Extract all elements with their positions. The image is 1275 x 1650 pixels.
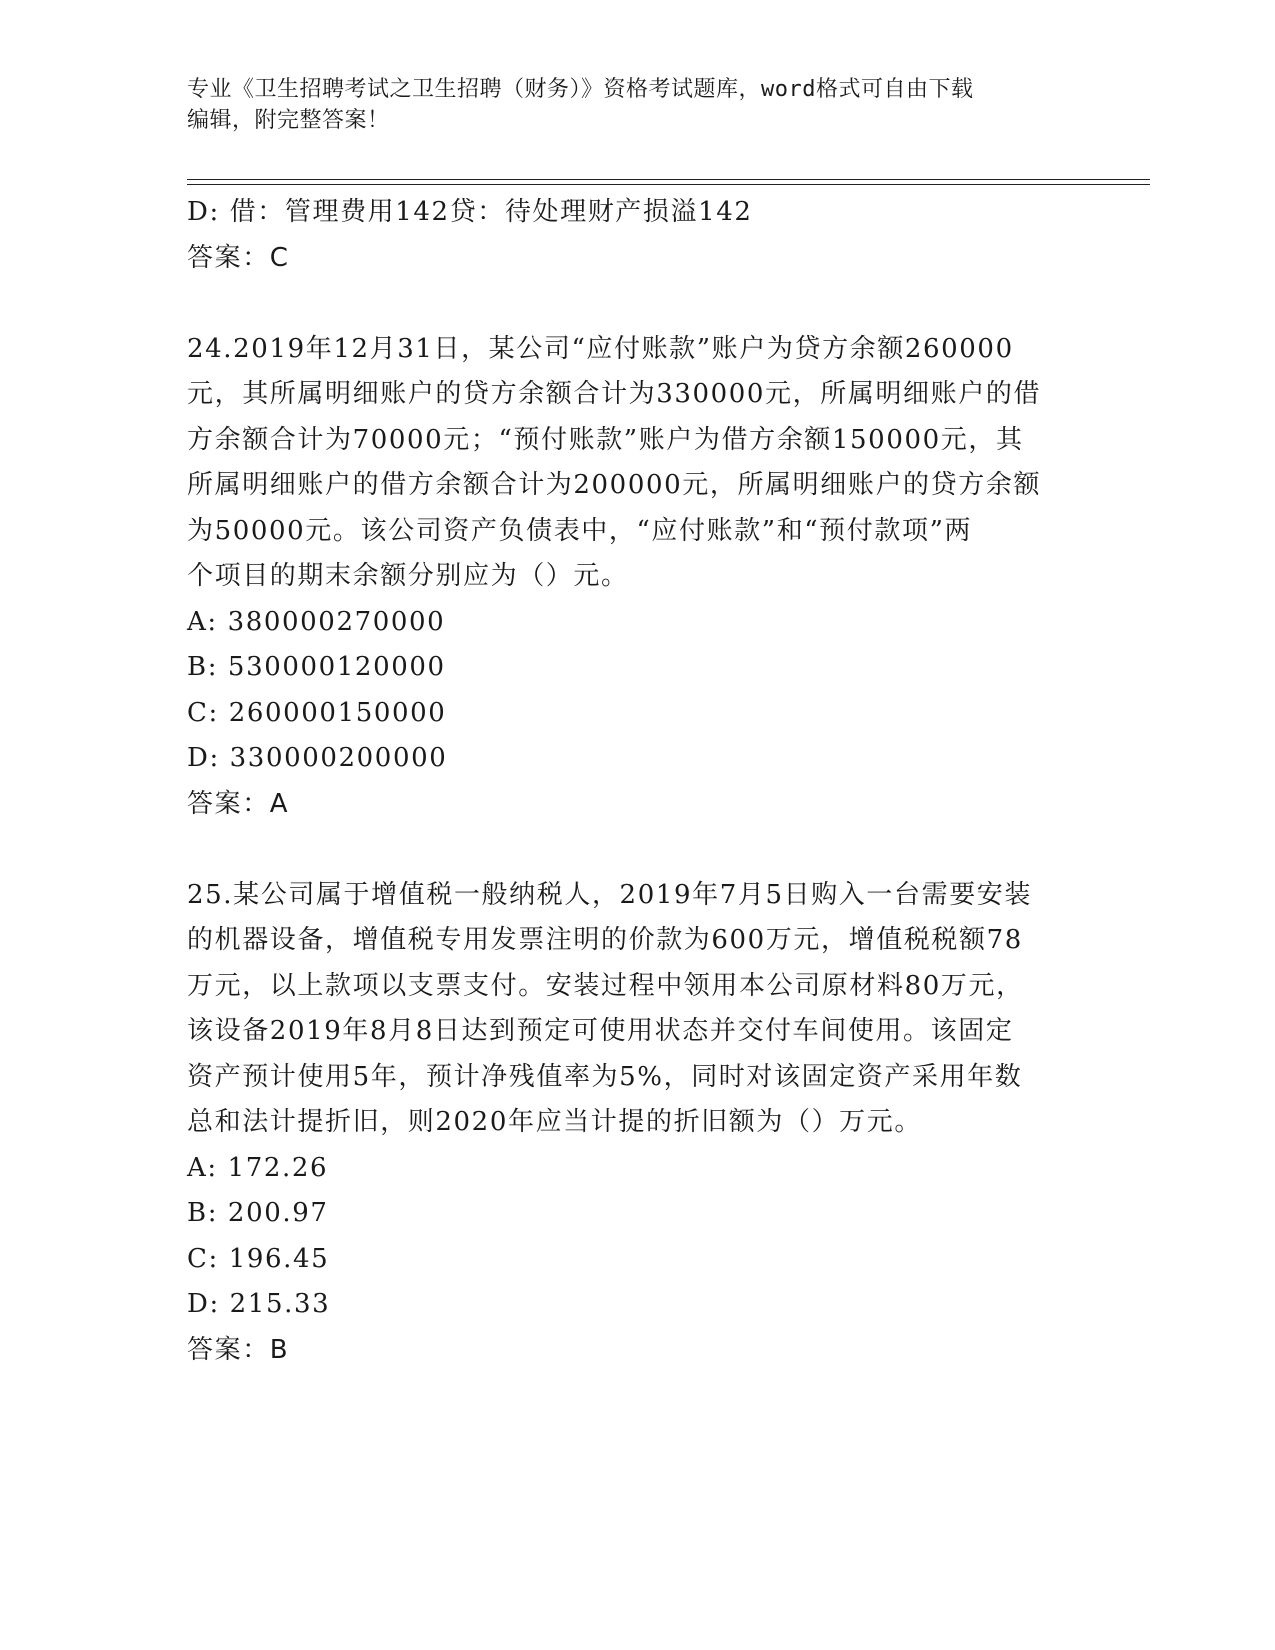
question-25-line: 总和法计提折旧，则2020年应当计提的折旧额为（）万元。 bbox=[187, 1107, 922, 1137]
question-25-line: 该设备2019年8月8日达到预定可使用状态并交付车间使用。该固定 bbox=[187, 1016, 1014, 1046]
spacer bbox=[187, 827, 1087, 873]
question-24-line: 所属明细账户的借方余额合计为200000元，所属明细账户的贷方余额 bbox=[187, 470, 1042, 500]
question-24-option-b: B: 530000120000 bbox=[187, 652, 446, 682]
header-rule-bottom bbox=[187, 184, 1150, 185]
question-24-option-a: A: 380000270000 bbox=[187, 606, 446, 637]
header-line-2: 编辑，附完整答案！ bbox=[187, 108, 390, 133]
question-24-line: 24.2019年12月31日，某公司“应付账款”账户为贷方余额260000 bbox=[187, 333, 1014, 364]
question-24 bbox=[187, 327, 1087, 828]
question-25-option-b: B: 200.97 bbox=[187, 1198, 329, 1228]
question-25-option-c: C: 196.45 bbox=[187, 1243, 330, 1274]
prev-answer: 答案：C bbox=[187, 242, 290, 273]
question-24-line: 个项目的期末余额分别应为（）元。 bbox=[187, 561, 629, 591]
spacer bbox=[187, 281, 1087, 327]
question-24-option-c: C: 260000150000 bbox=[187, 697, 447, 728]
question-25-option-a: A: 172.26 bbox=[187, 1152, 329, 1183]
header-line-1: 专业《卫生招聘考试之卫生招聘（财务）》资格考试题库，word格式可自由下载 bbox=[187, 77, 974, 102]
question-24-line: 元，其所属明细账户的贷方余额合计为330000元，所属明细账户的借 bbox=[187, 379, 1042, 409]
question-25-answer: 答案：B bbox=[187, 1334, 290, 1365]
question-24-line: 为50000元。该公司资产负债表中，“应付账款”和“预付款项”两 bbox=[187, 515, 973, 546]
prev-option-d: D: 借：管理费用142贷：待处理财产损溢142 bbox=[187, 197, 753, 227]
question-25-line: 的机器设备，增值税专用发票注明的价款为600万元，增值税税额78 bbox=[187, 925, 1023, 955]
question-25-line: 25.某公司属于增值税一般纳税人，2019年7月5日购入一台需要安装 bbox=[187, 879, 1033, 910]
question-24-answer: 答案：A bbox=[187, 788, 290, 819]
question-25-line: 万元，以上款项以支票支付。安装过程中领用本公司原材料80万元， bbox=[187, 970, 1024, 1001]
question-24-line: 方余额合计为70000元；“预付账款”账户为借方余额150000元，其 bbox=[187, 424, 1024, 455]
document-body bbox=[187, 190, 1087, 1373]
question-25-line: 资产预计使用5年，预计净残值率为5%，同时对该固定资产采用年数 bbox=[187, 1061, 1023, 1092]
question-25-option-d: D: 215.33 bbox=[187, 1289, 331, 1319]
question-24-option-d: D: 330000200000 bbox=[187, 743, 448, 773]
question-25 bbox=[187, 873, 1087, 1374]
header-rule-top bbox=[187, 179, 1150, 180]
page-header bbox=[187, 74, 1067, 136]
